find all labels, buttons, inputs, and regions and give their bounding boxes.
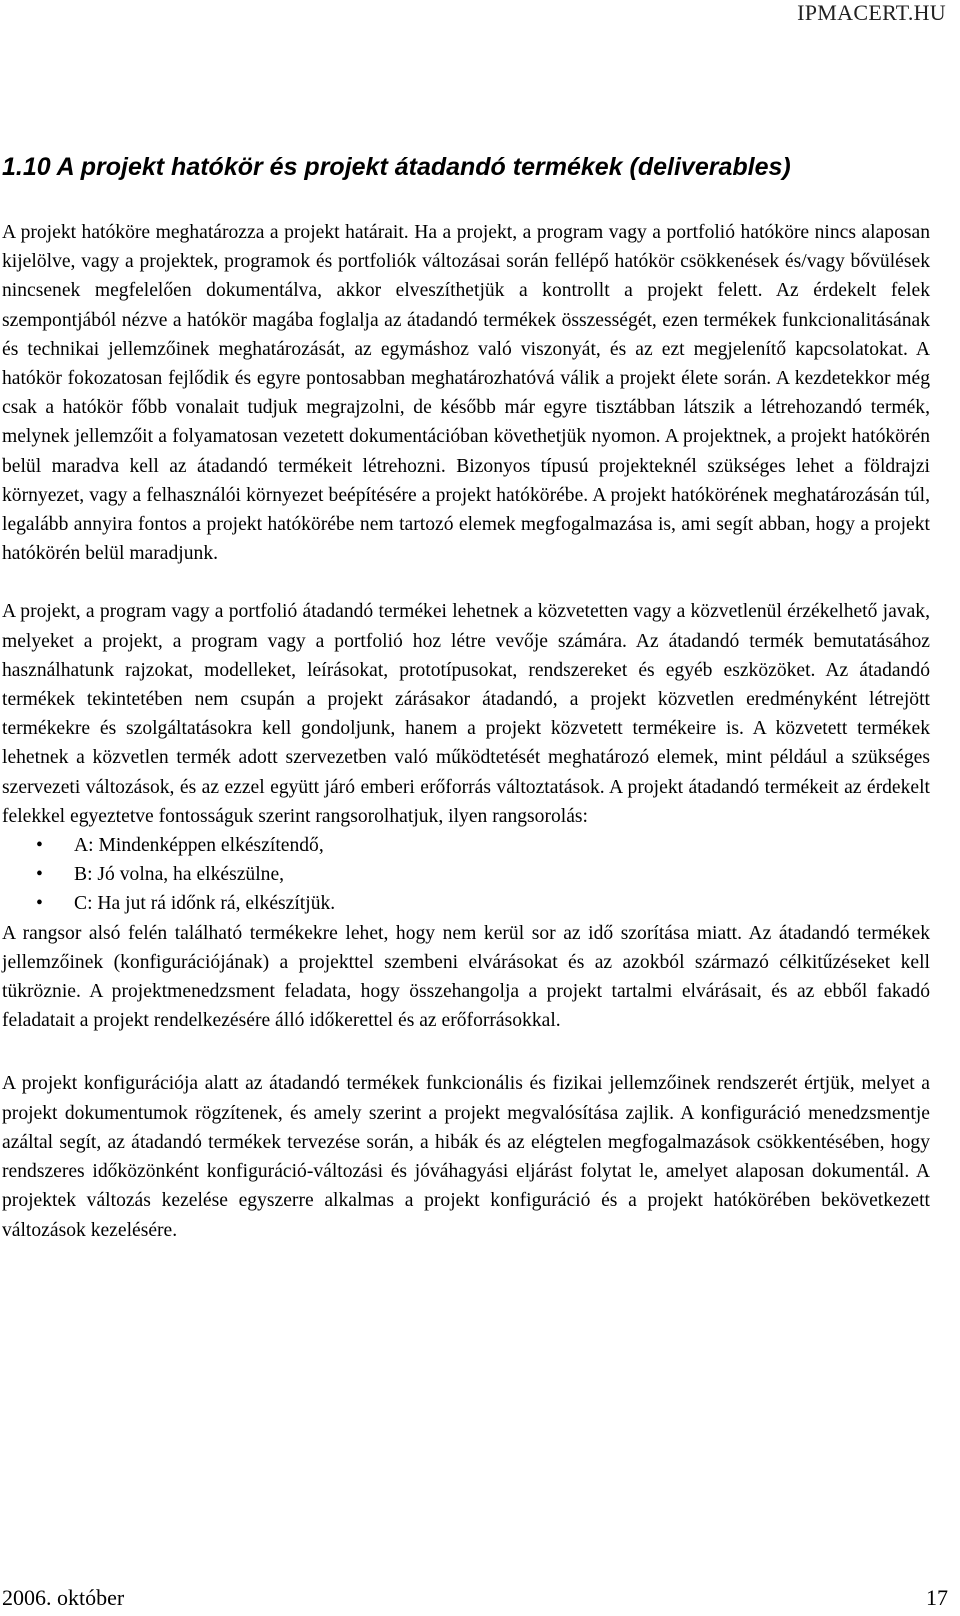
header-site-name: IPMACERT.HU [797, 0, 946, 25]
paragraph-configuration: A projekt konfigurációja alatt az átadandó termékek funkcionális és fizikai jellemzőinek rendszerét értjük, melyet a projekt dokumentumok rögzítenek, és amely szerint a projekt megvalósítása zajlik. A konfiguráció menedzsmentje azáltal segít, az átadandó termékek tervezése során, a hibák és az elégtelen megfogalmazások csökkentésében, hogy rendszeres időközönként konfiguráció-változási és jóváhagyási eljárást folytat le, amelyet alaposan dokumentál. A projektek változás kezelése egyszerre alkalmas a projekt konfiguráció és a projekt hatókörében bekövetkezett változások kezelésére. [2, 1073, 930, 1241]
list-item-text: A: Mindenképpen elkészítendő, [74, 835, 324, 857]
list-item-text: C: Ha jut rá időnk rá, elkészítjük. [74, 893, 336, 915]
page-number: 17 [926, 1585, 948, 1610]
bullet-dot-icon: • [36, 835, 43, 857]
page-footer [0, 1579, 960, 1616]
bullet-dot-icon: • [36, 864, 43, 886]
list-item [2, 831, 930, 860]
paragraph-ranking: A rangsor alsó felén található termékekre lehet, hogy nem kerül sor az idő szorítása miatt. Az átadandó termékek jellemzőinek (konfigurációjának) a projekttel szembeni elvárásokat és az azokból származó célkitűzéseket kell tükröznie. A projektmenedzsment feladata, hogy összehangolja a projekt tartalmi elvárásait, és az ebből fakadó feladatait a projekt rendelkezésére álló időkerettel és az erőforrásokkal. [2, 922, 930, 1032]
priority-list [2, 831, 930, 919]
list-item-text: B: Jó volna, ha elkészülne, [74, 864, 285, 886]
bullet-dot-icon: • [36, 893, 43, 915]
paragraph-deliverables: A projekt, a program vagy a portfolió átadandó termékei lehetnek a közvetetten vagy a közvetlenül érzékelhető javak, melyeket a projekt, a program vagy a portfolió hoz létre vevője számára. Az átadandó termék bemutatásához használhatunk rajzokat, modelleket, leírásokat, prototípusokat, rendszereket és egyéb eszközöket. Az átadandó termékek tekintetében nem csupán a projekt zárásakor átadandó, a projekt közvetlen eredményként létrejött termékekre és szolgáltatásokra kell gondoljunk, hanem a projekt közvetett termékeire is. A közvetett termékek lehetnek a közvetlen termék adott szervezetben való működtetését meghatározó elemek, mint például a szükséges szervezeti változások, és az ezzel együtt járó emberi erőforrás változtatások. A projekt átadandó termékeit az érdekelt felekkel egyeztetve fontosságuk szerint rangsorolhatjuk, ilyen rangsorolás: [2, 601, 930, 827]
paragraph-scope: A projekt hatóköre meghatározza a projekt határait. Ha a projekt, a program vagy a portfolió hatóköre nincs alaposan kijelölve, vagy a projektek, programok és portfoliók változásai során fellépő hatókör csökkenések és/vagy bővülések nincsenek megfelelően dokumentálva, akkor elveszíthetjük a kontrollt a projekt felett. Az érdekelt felek szempontjából nézve a hatókör magába foglalja az átadandó termékek összességét, ezen termékek funkcionalitásának és technikai jellemzőinek meghatározását, az egymáshoz való viszonyát, és az ezt megjelenítő kapcsolatokat. A hatókör fokozatosan fejlődik és egyre pontosabban meghatározhatóvá válik a projekt élete során. A kezdetekkor még csak a hatókör főbb vonalait tudjuk megrajzolni, de később már egyre tisztábban látszik a létrehozandó termék, melynek jellemzőit a folyamatosan vezetett dokumentációban követhetjük nyomon. A projektnek, a projekt hatókörén belül maradva kell az átadandó termékeit létrehozni. Bizonyos típusú projekteknél szükséges lehet a földrajzi környezet, vagy a felhasználói környezet beépítésére a projekt hatókörébe. A projekt hatókörének meghatározásán túl, legalább annyira fontos a projekt hatókörébe nem tartozó elemek megfogalmazása is, ami segít abban, hogy a projekt hatókörén belül maradjunk. [2, 222, 930, 565]
footer-date: 2006. október [2, 1585, 125, 1610]
section-title: 1.10 A projekt hatókör és projekt átadandó termékek (deliverables) [2, 153, 791, 181]
list-item [2, 860, 930, 889]
document-body [2, 218, 930, 1245]
list-item [2, 889, 930, 918]
